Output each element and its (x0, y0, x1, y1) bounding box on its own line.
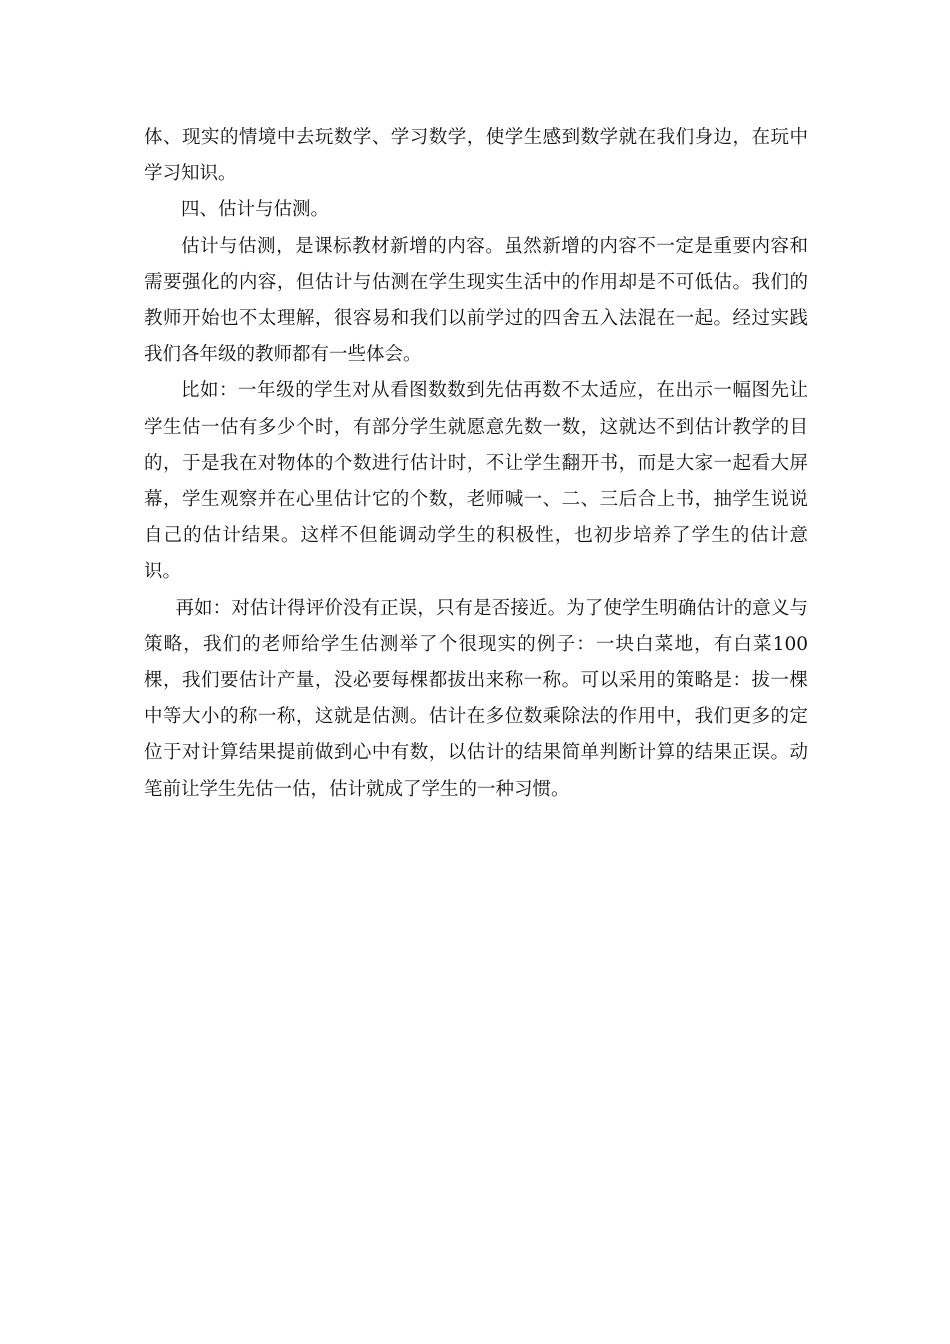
section-heading: 四、估计与估测。 (181, 199, 330, 221)
paragraph-continuation: 体、现实的情境中去玩数学、学习数学，使学生感到数学就在我们身边，在玩中学习知识。 (144, 127, 808, 185)
paragraph: 再如：对估计得评价没有正误，只有是否接近。为了使学生明确估计的意义与策略，我们的老师给学生估测举了个很现实的例子：一块白菜地，有白菜100棵，我们要估计产量，没必要每棵都拔出来称一称。可以采用的策略是：拔一棵中等大小的称一称，这就是估测。估计在多位数乘除法的作用中，我们更多的定位于对计算结果提前做到心中有数，以估计的结果简单判断计算的结果正误。动笔前让学生先估一估，估计就成了学生的一种习惯。 (144, 597, 808, 800)
paragraph: 估计与估测，是课标教材新增的内容。虽然新增的内容不一定是重要内容和需要强化的内容，但估计与估测在学生现实生活中的作用却是不可低估。我们的教师开始也不太理解，很容易和我们以前学过的四舍五入法混在一起。经过实践我们各年级的教师都有一些体会。 (144, 235, 808, 366)
document-body (144, 120, 808, 808)
paragraph: 比如：一年级的学生对从看图数数到先估再数不太适应，在出示一幅图先让学生估一估有多少个时，有部分学生就愿意先数一数，这就达不到估计教学的目的，于是我在对物体的个数进行估计时，不让学生翻开书，而是大家一起看大屏幕，学生观察并在心里估计它的个数，老师喊一、二、三后合上书，抽学生说说自己的估计结果。这样不但能调动学生的积极性，也初步培养了学生的估计意识。 (144, 380, 808, 583)
